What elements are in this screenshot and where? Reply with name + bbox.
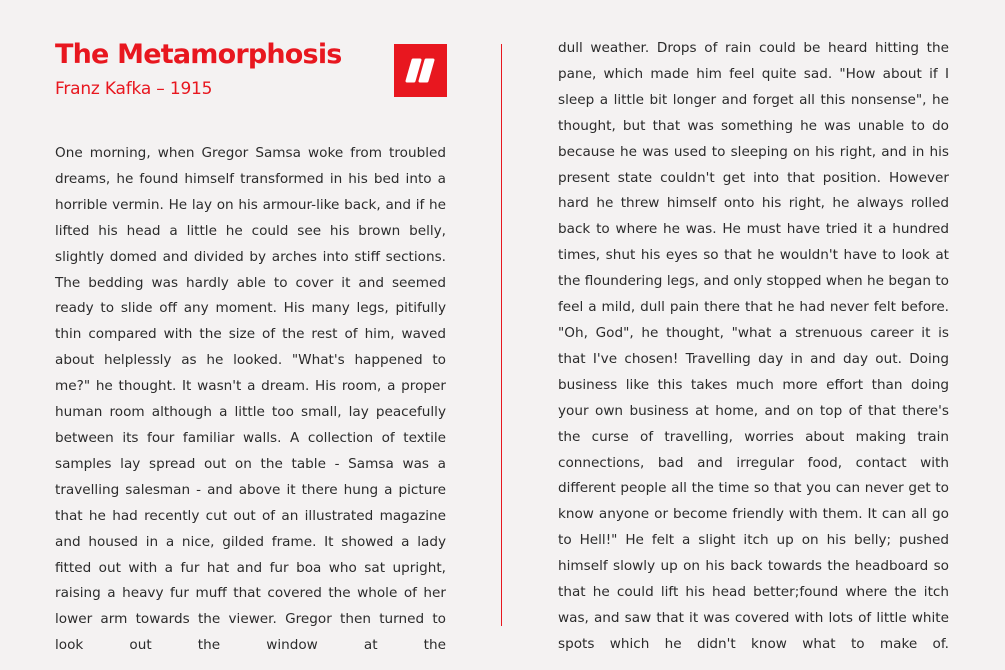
author-name: Franz Kafka (55, 79, 152, 99)
byline-separator: – (156, 79, 165, 99)
book-title: The Metamorphosis (55, 39, 342, 70)
publication-year: 1915 (169, 79, 213, 99)
body-paragraph-right: dull weather. Drops of rain could be heard hitting the pane, which made him feel quite sad. "How about if I sleep a little bit longer and forget all this nonsense", he thought, but that was something he was unable to do because he was used to sleeping on his right, and in his present state couldn't get into that position. However hard he threw himself onto his right, he always rolled back to where he was. He must have tried it a hundred times, shut his eyes so that he wouldn't have to look at the floundering legs, and only stopped when he began to feel a mild, dull pain there that he had never felt before. "Oh, God", he thought, "what a strenuous career it is that I've chosen! Travelling day in and day out. Doing business like this takes much more effort than doing your own business at home, and on top of that there's the curse of travelling, worries about making train connections, bad and irregular food, contact with different people all the time so that you can never get to know anyone or become friendly with them. It can all go to Hell!" He felt a slight itch up on his belly; pushed himself slowly up on his back towards the headboard so that he could lift his head better;found where the itch was, and saw that it was covered with lots of little white spots which he didn't know what to make of. (558, 40, 949, 652)
column-divider (501, 44, 502, 626)
text-column-left (55, 141, 446, 654)
byline (55, 78, 212, 100)
double-slash-quote-icon (394, 44, 447, 97)
text-column-right (558, 36, 949, 652)
logo-glyph (394, 44, 447, 97)
body-paragraph-left: One morning, when Gregor Samsa woke from troubled dreams, he found himself transformed in his bed into a horrible vermin. He lay on his armour-like back, and if he lifted his head a little he could see his brown belly, slightly domed and divided by arches into stiff sections. The bedding was hardly able to cover it and seemed ready to slide off any moment. His many legs, pitifully thin compared with the size of the rest of him, waved about helplessly as he looked. "What's happened to me?" he thought. It wasn't a dream. His room, a proper human room although a little too small, lay peacefully between its four familiar walls. A collection of textile samples lay spread out on the table - Samsa was a travelling salesman - and above it there hung a picture that he had recently cut out of an illustrated magazine and housed in a nice, gilded frame. It showed a lady fitted out with a fur hat and fur boa who sat upright, raising a heavy fur muff that covered the whole of her lower arm towards the viewer. Gregor then turned to look out the window at the (55, 145, 446, 654)
